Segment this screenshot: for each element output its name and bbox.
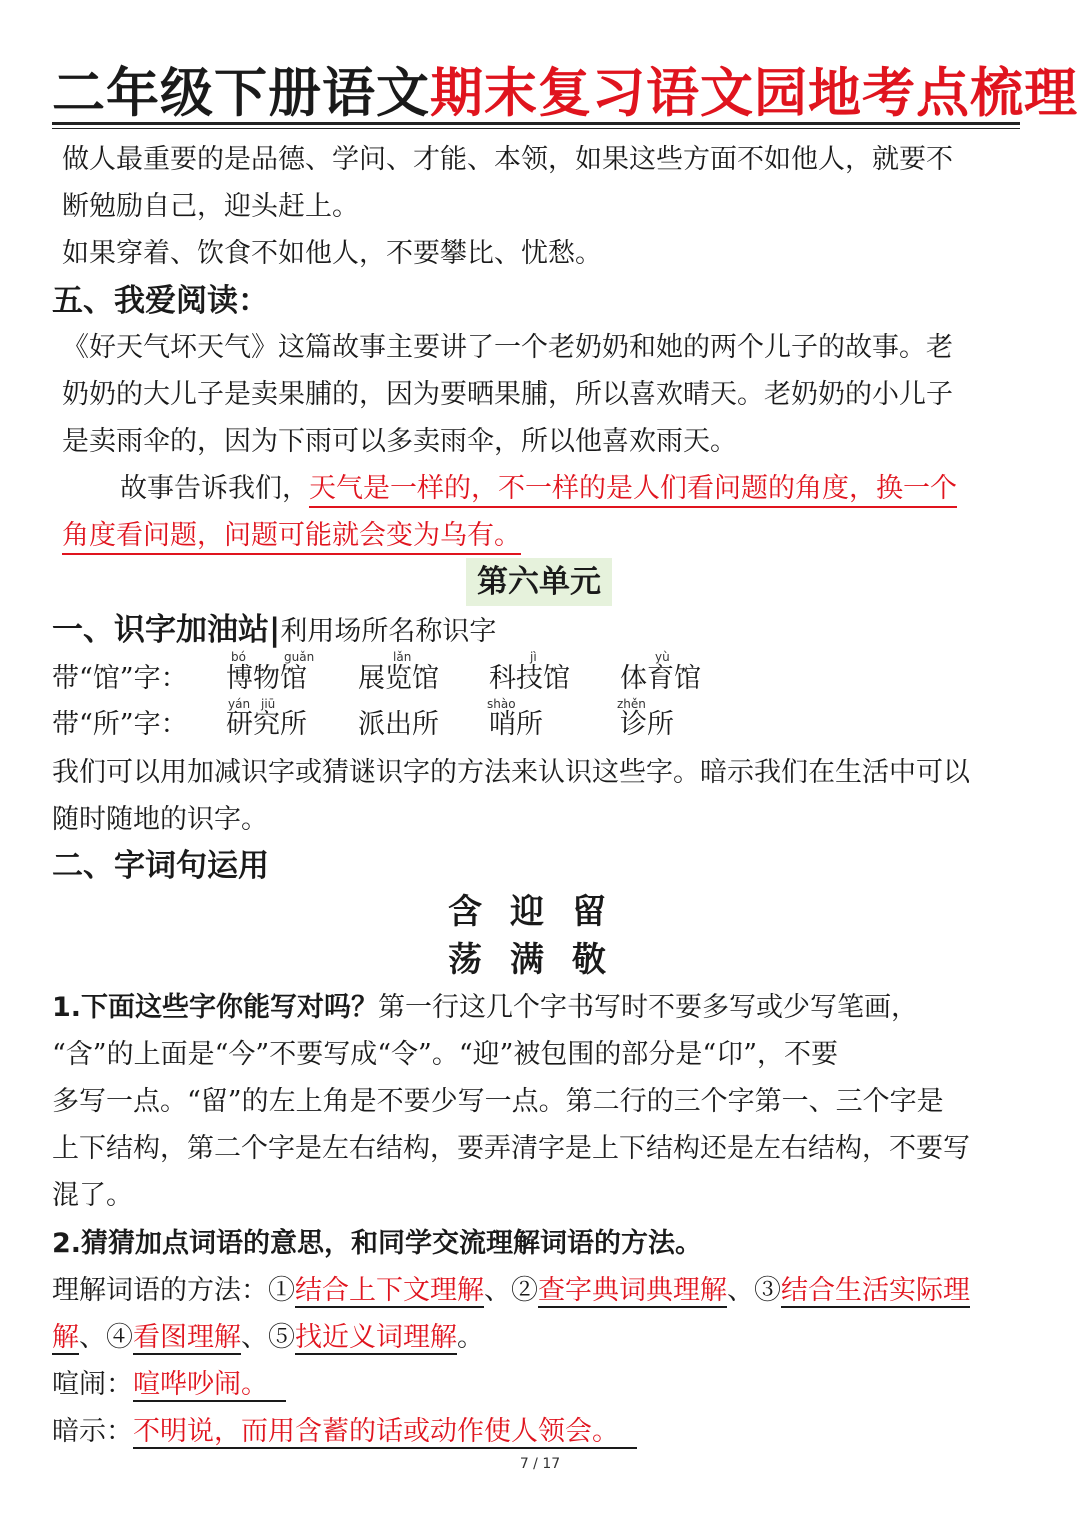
method-1-num: ① xyxy=(268,1275,295,1306)
method-1: 结合上下文理解 xyxy=(295,1275,484,1306)
reading-lead: 故事告诉我们， xyxy=(120,473,309,504)
title-part1: 二年级下册语文 xyxy=(52,62,430,124)
pinyin-yan: yán xyxy=(228,697,251,711)
pinyin-yu: yù xyxy=(655,650,670,664)
chars-row-2: 荡满敬 xyxy=(448,940,634,980)
word-tiyuguan: 体育馆 xyxy=(620,663,701,694)
method-5-num: ⑤ xyxy=(268,1322,295,1353)
row2-label: 带“所”字： xyxy=(52,709,188,740)
page-number: 7 / 17 xyxy=(519,1456,561,1472)
reading-heading: 五、我爱阅读： xyxy=(52,283,269,319)
methods-line-1 xyxy=(52,1271,970,1311)
note-line-2: 随时随地的识字。 xyxy=(52,804,268,835)
reading-line-3: 是卖雨伞的，因为下雨可以多卖雨伞，所以他喜欢雨天。 xyxy=(62,426,737,457)
section1-subtitle: 利用场所名称识字 xyxy=(280,616,497,647)
pinyin-ji: jì xyxy=(530,650,537,664)
sep-3: 、 xyxy=(79,1322,106,1353)
xuannao-label: 喧闹： xyxy=(52,1369,133,1400)
word-shaosuo: 哨所 xyxy=(489,709,543,740)
q1-line-4: 上下结构，第二个字是左右结构，要弄清字是上下结构还是左右结构，不要写 xyxy=(52,1133,970,1164)
method-2-num: ② xyxy=(511,1275,538,1306)
word-yanjiusuo: 研究所 xyxy=(226,709,307,740)
anshi-label: 暗示： xyxy=(52,1416,133,1447)
word-bowuguan: 博物馆 xyxy=(226,663,307,694)
q1-line-1 xyxy=(52,988,918,1028)
reading-moral-1: 天气是一样的，不一样的是人们看问题的角度，换一个 xyxy=(309,473,957,508)
q1-line-5: 混了。 xyxy=(52,1180,133,1211)
method-3a: 结合生活实际理 xyxy=(781,1275,970,1306)
method-2: 查字典词典理解 xyxy=(538,1275,727,1306)
title-rule-thick xyxy=(52,122,1020,125)
intro-line-1: 做人最重要的是品德、学问、才能、本领，如果这些方面不如他人，就要不 xyxy=(62,144,953,175)
methods-end: 。 xyxy=(457,1322,484,1353)
word-xuannao xyxy=(52,1365,286,1405)
anshi-def: 不明说，而用含蓄的话或动作使人领会。 xyxy=(133,1416,637,1449)
word-zhanlanguan: 展览馆 xyxy=(358,663,439,694)
title-part2: 期末复习语文园地考点梳理 xyxy=(430,62,1078,124)
reading-line-2: 奶奶的大儿子是卖果脯的，因为要晒果脯，所以喜欢晴天。老奶奶的小儿子 xyxy=(62,379,953,410)
intro-line-3: 如果穿着、饮食不如他人，不要攀比、忧愁。 xyxy=(62,238,602,269)
page-title xyxy=(52,58,1078,128)
word-paichusuo: 派出所 xyxy=(358,709,439,740)
method-4-num: ④ xyxy=(106,1322,133,1353)
chars-row-1: 含迎留 xyxy=(448,892,634,932)
xuannao-def: 喧哗吵闹。 xyxy=(133,1369,286,1402)
q1-text-1: 第一行这几个字书写时不要多写或少写笔画， xyxy=(378,992,919,1023)
intro-line-2: 断勉励自己，迎头赶上。 xyxy=(62,191,359,222)
sep-4: 、 xyxy=(241,1322,268,1353)
reading-moral-2: 角度看问题，问题可能就会变为乌有。 xyxy=(62,520,521,555)
methods-line-2 xyxy=(52,1318,484,1358)
unit-title: 第六单元 xyxy=(466,558,612,606)
method-3-num: ③ xyxy=(754,1275,781,1306)
method-5: 找近义词理解 xyxy=(295,1322,457,1353)
method-3b: 解 xyxy=(52,1322,79,1353)
section1-heading xyxy=(52,608,496,654)
sep-1: 、 xyxy=(484,1275,511,1306)
q2-heading: 2.猜猜加点词语的意思，和同学交流理解词语的方法。 xyxy=(52,1228,703,1259)
q1-heading: 1.下面这些字你能写对吗？ xyxy=(52,992,379,1023)
pinyin-jiu: jiū xyxy=(261,697,276,711)
sep-2: 、 xyxy=(727,1275,754,1306)
pinyin-zhen: zhěn xyxy=(617,697,646,711)
pinyin-guan: guǎn xyxy=(284,650,315,664)
pinyin-shao: shào xyxy=(487,697,516,711)
reading-line-5 xyxy=(62,516,521,556)
section2-heading: 二、字词句运用 xyxy=(52,848,269,884)
pinyin-bo: bó xyxy=(231,650,246,664)
reading-line-1: 《好天气坏天气》这篇故事主要讲了一个老奶奶和她的两个儿子的故事。老 xyxy=(62,332,953,363)
word-anshi xyxy=(52,1412,637,1452)
section1-title: 一、识字加油站 xyxy=(52,612,269,648)
note-line-1: 我们可以用加减识字或猜谜识字的方法来认识这些字。暗示我们在生活中可以 xyxy=(52,757,970,788)
row1-label: 带“馆”字： xyxy=(52,663,188,694)
pinyin-lan: lǎn xyxy=(393,650,412,664)
word-zhensuo: 诊所 xyxy=(620,709,674,740)
methods-label: 理解词语的方法： xyxy=(52,1275,268,1306)
word-kejiguan: 科技馆 xyxy=(489,663,570,694)
title-rule-thin xyxy=(52,128,1020,129)
q1-line-3: 多写一点。“留”的左上角是不要少写一点。第二行的三个字第一、三个字是 xyxy=(52,1086,944,1117)
q1-line-2: “含”的上面是“今”不要写成“令”。“迎”被包围的部分是“卬”，不要 xyxy=(52,1039,839,1070)
reading-line-4 xyxy=(120,469,957,509)
method-4: 看图理解 xyxy=(133,1322,241,1353)
section1-separator: | xyxy=(269,612,281,648)
